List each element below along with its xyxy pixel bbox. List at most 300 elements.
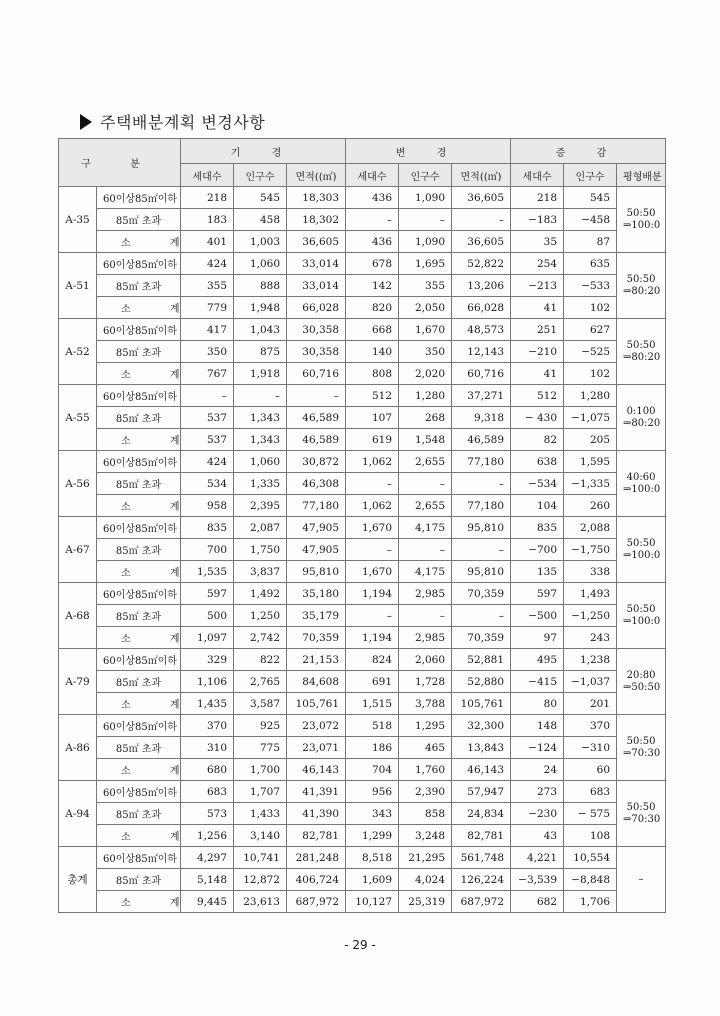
table-cell: 82,781 [287,825,346,847]
triangle-bullet-icon [80,114,92,130]
table-cell: 148 [511,715,564,737]
section-title: 주택배분계획 변경사항 [100,113,266,132]
row-category: 60이상85㎡이하 [97,583,181,605]
table-cell: 102 [564,297,617,319]
header-sub: 세대수 [346,164,399,187]
table-cell: 2,395 [234,495,287,517]
table-cell: 875 [234,341,287,363]
table-cell: 281,248 [287,847,346,869]
table-cell: 561,748 [452,847,511,869]
block-name: A-51 [59,253,97,319]
table-cell: 251 [511,319,564,341]
table-cell: 350 [181,341,234,363]
table-cell: – [346,209,399,231]
table-cell: 597 [511,583,564,605]
header-sub: 평형배분 [617,164,666,187]
block-name: A-94 [59,781,97,847]
row-category: 60이상85㎡이하 [97,187,181,209]
table-cell: 888 [234,275,287,297]
table-cell: −700 [511,539,564,561]
table-cell: 46,143 [287,759,346,781]
table-row [59,429,666,451]
table-cell: 1,250 [234,605,287,627]
table-cell: – [399,539,452,561]
table-cell: 41 [511,297,564,319]
ratio-allocation: 50:50 ⇒100:0 [617,517,666,583]
row-category: 60이상85㎡이하 [97,385,181,407]
table-cell: – [452,539,511,561]
table-cell: 2,060 [399,649,452,671]
table-cell: – [452,209,511,231]
table-cell: 824 [346,649,399,671]
table-cell: −1,037 [564,671,617,693]
table-cell: 3,788 [399,693,452,715]
table-cell: 2,765 [234,671,287,693]
table-cell: 12,872 [234,869,287,891]
table-cell: 218 [511,187,564,209]
table-cell: −8,848 [564,869,617,891]
table-cell: – [234,385,287,407]
table-cell: 2,655 [399,451,452,473]
table-row [59,869,666,891]
table-row [59,517,666,539]
table-cell: 495 [511,649,564,671]
table-cell: 2,050 [399,297,452,319]
table-cell: 82 [511,429,564,451]
table-cell: 1,918 [234,363,287,385]
row-category: 85㎡ 초과 [97,803,181,825]
table-body [59,187,666,913]
table-cell: 537 [181,407,234,429]
table-cell: 32,300 [452,715,511,737]
block-name: A-52 [59,319,97,385]
table-cell: 105,761 [287,693,346,715]
table-cell: 512 [346,385,399,407]
row-category: 60이상85㎡이하 [97,319,181,341]
table-cell: 52,881 [452,649,511,671]
table-cell: 57,947 [452,781,511,803]
row-category: 소 계 [97,297,181,319]
table-cell: 60,716 [287,363,346,385]
table-cell: −525 [564,341,617,363]
table-cell: 683 [564,781,617,803]
table-cell: 627 [564,319,617,341]
table-cell: 46,589 [287,429,346,451]
table-cell: 1,106 [181,671,234,693]
row-category: 60이상85㎡이하 [97,253,181,275]
ratio-allocation: 20:80 ⇒50:50 [617,649,666,715]
table-cell: −210 [511,341,564,363]
table-cell: 1,097 [181,627,234,649]
table-cell: 500 [181,605,234,627]
ratio-allocation: 50:50 ⇒70:30 [617,715,666,781]
table-row [59,605,666,627]
ratio-allocation: 50:50 ⇒100:0 [617,583,666,649]
table-cell: 243 [564,627,617,649]
table-row [59,781,666,803]
table-cell: 858 [399,803,452,825]
table-cell: −415 [511,671,564,693]
header-category: 구 분 [59,139,181,187]
table-cell: 1,194 [346,627,399,649]
table-cell: 33,014 [287,275,346,297]
table-cell: 1,760 [399,759,452,781]
table-cell: 1,670 [346,561,399,583]
table-cell: 36,605 [287,231,346,253]
table-cell: 46,589 [452,429,511,451]
table-cell: 465 [399,737,452,759]
table-cell: 105,761 [452,693,511,715]
table-row [59,539,666,561]
table-row [59,407,666,429]
table-cell: 36,605 [452,231,511,253]
header-sub: 세대수 [511,164,564,187]
table-cell: 135 [511,561,564,583]
table-cell: 635 [564,253,617,275]
table-cell: 48,573 [452,319,511,341]
table-cell: 70,359 [452,627,511,649]
table-cell: 97 [511,627,564,649]
table-cell: 273 [511,781,564,803]
table-cell: 401 [181,231,234,253]
table-cell: 9,445 [181,891,234,913]
table-cell: 21,295 [399,847,452,869]
table-cell: 2,985 [399,583,452,605]
table-cell: −458 [564,209,617,231]
table-cell: 1,280 [564,385,617,407]
row-category: 85㎡ 초과 [97,209,181,231]
table-cell: 142 [346,275,399,297]
table-cell: 218 [181,187,234,209]
row-category: 85㎡ 초과 [97,605,181,627]
table-row [59,451,666,473]
table-cell: 95,810 [452,517,511,539]
table-cell: 5,148 [181,869,234,891]
table-cell: 1,343 [234,407,287,429]
table-cell: 183 [181,209,234,231]
row-category: 60이상85㎡이하 [97,649,181,671]
table-cell: 77,180 [452,495,511,517]
table-cell: 1,090 [399,187,452,209]
table-cell: − 575 [564,803,617,825]
ratio-allocation: 50:50 ⇒100:0 [617,187,666,253]
table-cell: 41,391 [287,781,346,803]
table-cell: – [452,473,511,495]
table-cell: 1,238 [564,649,617,671]
table-cell: 310 [181,737,234,759]
table-cell: 835 [511,517,564,539]
table-cell: −533 [564,275,617,297]
row-category: 소 계 [97,429,181,451]
table-cell: 545 [234,187,287,209]
block-name: A-35 [59,187,97,253]
table-cell: −183 [511,209,564,231]
table-cell: 4,221 [511,847,564,869]
table-cell: – [181,385,234,407]
table-cell: 370 [564,715,617,737]
table-cell: −1,250 [564,605,617,627]
table-row [59,275,666,297]
table-cell: 1,493 [564,583,617,605]
table-cell: 107 [346,407,399,429]
table-cell: 10,127 [346,891,399,913]
table-row [59,649,666,671]
table-cell: 1,003 [234,231,287,253]
table-cell: 268 [399,407,452,429]
table-cell: 350 [399,341,452,363]
table-cell: 2,742 [234,627,287,649]
table-cell: – [399,209,452,231]
table-cell: −230 [511,803,564,825]
table-cell: 23,613 [234,891,287,913]
table-cell: 77,180 [452,451,511,473]
ratio-allocation: 0:100 ⇒80:20 [617,385,666,451]
block-name: A-56 [59,451,97,517]
table-cell: 108 [564,825,617,847]
table-cell: – [452,605,511,627]
table-cell: 1,706 [564,891,617,913]
table-cell: 4,297 [181,847,234,869]
table-row [59,825,666,847]
table-cell: 70,359 [452,583,511,605]
table-cell: 43 [511,825,564,847]
table-cell: 775 [234,737,287,759]
header-sub: 세대수 [181,164,234,187]
table-cell: 1,060 [234,451,287,473]
row-category: 60이상85㎡이하 [97,451,181,473]
table-row [59,693,666,715]
table-cell: − 430 [511,407,564,429]
table-cell: 779 [181,297,234,319]
table-cell: 18,303 [287,187,346,209]
table-cell: 3,837 [234,561,287,583]
table-cell: – [346,605,399,627]
table-cell: 3,140 [234,825,287,847]
table-cell: 4,175 [399,561,452,583]
table-cell: 23,071 [287,737,346,759]
table-row [59,297,666,319]
table-cell: 30,358 [287,319,346,341]
ratio-allocation: 40:60 ⇒100:0 [617,451,666,517]
row-category: 85㎡ 초과 [97,473,181,495]
table-cell: 47,905 [287,517,346,539]
table-cell: 1,435 [181,693,234,715]
table-cell: 406,724 [287,869,346,891]
row-category: 60이상85㎡이하 [97,847,181,869]
table-cell: 820 [346,297,399,319]
table-cell: 343 [346,803,399,825]
table-cell: 1,695 [399,253,452,275]
table-cell: 35 [511,231,564,253]
table-row [59,319,666,341]
table-cell: 4,175 [399,517,452,539]
table-cell: 619 [346,429,399,451]
row-category: 소 계 [97,759,181,781]
header-sub: 면적((㎡) [287,164,346,187]
table-cell: 1,609 [346,869,399,891]
table-cell: −310 [564,737,617,759]
table-cell: 329 [181,649,234,671]
table-cell: 12,143 [452,341,511,363]
row-category: 소 계 [97,693,181,715]
block-name: A-67 [59,517,97,583]
table-cell: 1,670 [399,319,452,341]
table-cell: 41,390 [287,803,346,825]
table-cell: 1,670 [346,517,399,539]
table-cell: 95,810 [452,561,511,583]
table-cell: 1,433 [234,803,287,825]
table-cell: 82,781 [452,825,511,847]
row-category: 60이상85㎡이하 [97,781,181,803]
table-cell: 52,880 [452,671,511,693]
table-cell: 186 [346,737,399,759]
table-cell: −1,075 [564,407,617,429]
table-cell: 1,062 [346,495,399,517]
header-sub: 인구수 [234,164,287,187]
table-cell: 8,518 [346,847,399,869]
table-cell: – [399,473,452,495]
table-cell: −1,335 [564,473,617,495]
table-cell: 370 [181,715,234,737]
ratio-allocation: 50:50 ⇒70:30 [617,781,666,847]
table-cell: 260 [564,495,617,517]
table-cell: 1,299 [346,825,399,847]
table-cell: 512 [511,385,564,407]
table-cell: 254 [511,253,564,275]
table-cell: 84,608 [287,671,346,693]
table-cell: 680 [181,759,234,781]
table-cell: 201 [564,693,617,715]
table-cell: 52,822 [452,253,511,275]
table-row [59,495,666,517]
table-cell: 534 [181,473,234,495]
table-cell: 355 [181,275,234,297]
table-cell: 573 [181,803,234,825]
header-group-after: 변 경 [346,139,511,164]
table-cell: 13,843 [452,737,511,759]
table-cell: −124 [511,737,564,759]
table-cell: 1,060 [234,253,287,275]
table-row [59,341,666,363]
table-cell: −500 [511,605,564,627]
table-cell: 60,716 [452,363,511,385]
table-row [59,253,666,275]
table-row [59,759,666,781]
table-cell: 835 [181,517,234,539]
table-cell: 1,335 [234,473,287,495]
table-cell: 1,280 [399,385,452,407]
table-row [59,583,666,605]
table-cell: 66,028 [287,297,346,319]
row-category: 85㎡ 초과 [97,407,181,429]
table-cell: 1,728 [399,671,452,693]
table-cell: 678 [346,253,399,275]
row-category: 85㎡ 초과 [97,341,181,363]
ratio-allocation: 50:50 ⇒80:20 [617,319,666,385]
table-cell: – [346,473,399,495]
table-cell: 1,948 [234,297,287,319]
table-cell: 956 [346,781,399,803]
table-cell: 1,062 [346,451,399,473]
table-cell: 597 [181,583,234,605]
table-cell: 21,153 [287,649,346,671]
table-cell: 18,302 [287,209,346,231]
row-category: 소 계 [97,825,181,847]
table-cell: 1,700 [234,759,287,781]
table-row [59,715,666,737]
table-row [59,737,666,759]
block-name: A-55 [59,385,97,451]
row-category: 소 계 [97,495,181,517]
table-cell: 35,180 [287,583,346,605]
table-cell: 104 [511,495,564,517]
table-row [59,209,666,231]
table-cell: 691 [346,671,399,693]
table-cell: 95,810 [287,561,346,583]
table-cell: 1,256 [181,825,234,847]
table-cell: 700 [181,539,234,561]
table-cell: 36,605 [452,187,511,209]
ratio-allocation: – [617,847,666,913]
table-cell: 1,492 [234,583,287,605]
table-cell: – [399,605,452,627]
table-cell: 3,587 [234,693,287,715]
table-cell: 808 [346,363,399,385]
table-row [59,231,666,253]
row-category: 85㎡ 초과 [97,539,181,561]
row-category: 소 계 [97,561,181,583]
table-cell: 1,295 [399,715,452,737]
block-name: A-68 [59,583,97,649]
header-sub: 면적((㎡) [452,164,511,187]
table-cell: 1,750 [234,539,287,561]
table-cell: −534 [511,473,564,495]
table-cell: 80 [511,693,564,715]
row-category: 소 계 [97,627,181,649]
table-cell: 458 [234,209,287,231]
row-category: 60이상85㎡이하 [97,715,181,737]
table-cell: 2,087 [234,517,287,539]
table-cell: 2,985 [399,627,452,649]
header-sub: 인구수 [399,164,452,187]
table-row [59,671,666,693]
table-cell: 1,194 [346,583,399,605]
table-cell: −1,750 [564,539,617,561]
row-category: 소 계 [97,231,181,253]
table-cell: 9,318 [452,407,511,429]
table-row [59,627,666,649]
table-cell: 1,090 [399,231,452,253]
table-cell: 1,043 [234,319,287,341]
table-cell: −3,539 [511,869,564,891]
table-cell: 1,595 [564,451,617,473]
table-cell: 102 [564,363,617,385]
row-category: 60이상85㎡이하 [97,517,181,539]
table-cell: 46,143 [452,759,511,781]
table-cell: 87 [564,231,617,253]
ratio-allocation: 50:50 ⇒80:20 [617,253,666,319]
table-cell: 537 [181,429,234,451]
table-cell: 46,589 [287,407,346,429]
table-cell: 126,224 [452,869,511,891]
row-category: 소 계 [97,891,181,913]
table-cell: 46,308 [287,473,346,495]
table-cell: 2,390 [399,781,452,803]
table-cell: −213 [511,275,564,297]
row-category: 85㎡ 초과 [97,869,181,891]
table-cell: 424 [181,253,234,275]
table-cell: 10,741 [234,847,287,869]
